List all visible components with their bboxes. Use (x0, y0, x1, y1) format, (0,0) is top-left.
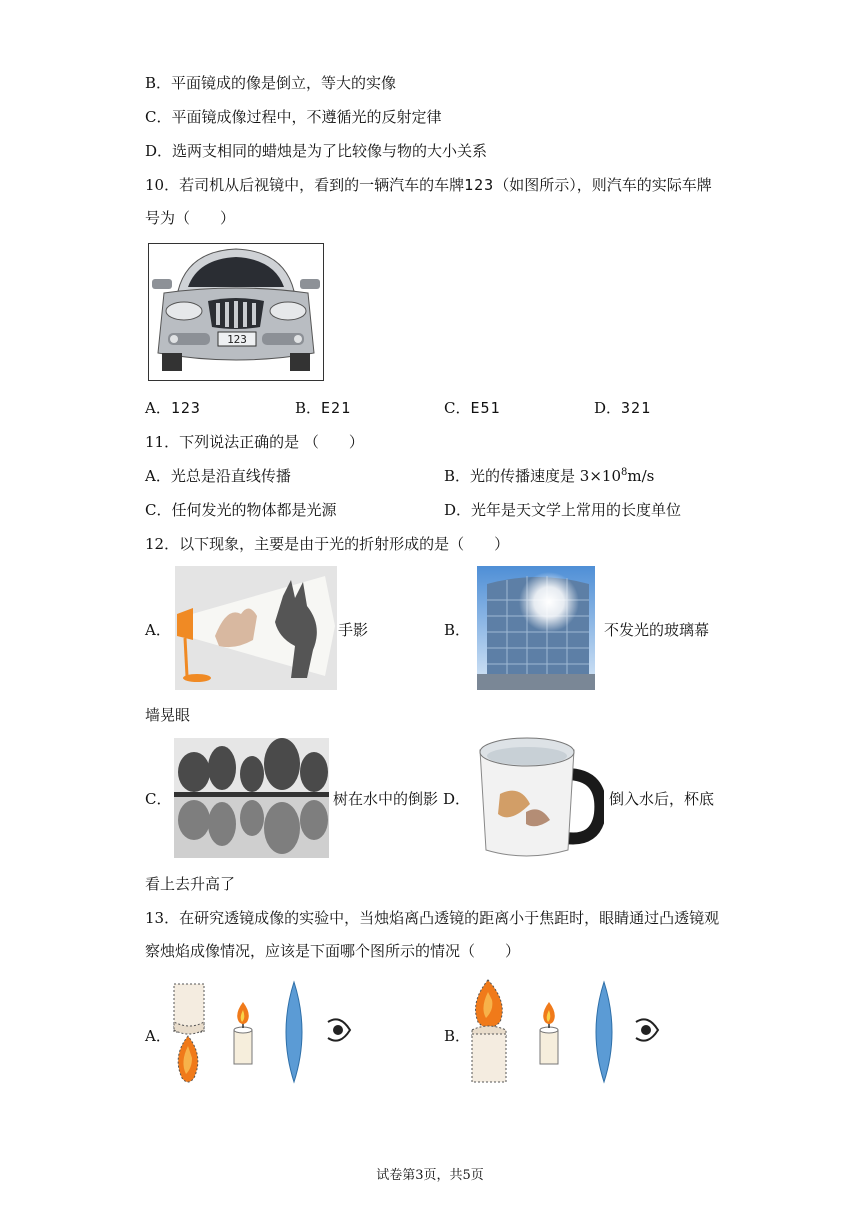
q12-option-a-label: A． (145, 621, 171, 639)
q10-option-d-label: D． (594, 399, 622, 417)
q12-option-d-text: 倒入水后，杯底 (609, 790, 715, 808)
q10-option-a (145, 398, 201, 418)
q11-stem: 11．下列说法正确的是 （ ） (145, 433, 364, 451)
q10-stem-post: （如图所示），则汽车的实际车牌 (494, 176, 712, 194)
q11-option-b-post: m/s (627, 467, 655, 485)
q10-plate-text: 123 (464, 176, 495, 194)
lens-diagram-a (160, 978, 360, 1088)
q10-option-c (444, 398, 501, 418)
q10-option-d-value: 321 (621, 399, 652, 417)
q13-option-a-label: A． (145, 1027, 171, 1045)
q11-option-b-exp: 8 (621, 467, 628, 478)
q11-option-b (444, 466, 654, 486)
q11-option-b-pre: B．光的传播速度是 3×10 (444, 467, 621, 485)
mug-water-image (470, 734, 604, 864)
lens-diagram-b (460, 978, 660, 1088)
car-front-image (148, 243, 324, 381)
q12-option-a-text: 手影 (338, 621, 369, 639)
q12-option-c-text: 树在水中的倒影 (333, 790, 439, 808)
q10-option-c-value: E51 (470, 399, 501, 417)
q12-option-b-text: 不发光的玻璃幕 (604, 621, 710, 639)
q12-option-c-label: C． (145, 790, 172, 808)
q11-option-a: A．光总是沿直线传播 (145, 467, 291, 485)
svg-text:123: 123 (227, 333, 247, 346)
page-footer: 试卷第3页，共5页 (376, 1168, 484, 1183)
q11-option-c: C．任何发光的物体都是光源 (145, 501, 337, 519)
q10-option-a-value: 123 (170, 399, 201, 417)
q13-stem-line2: 察烛焰成像情况，应该是下面哪个图所示的情况（ ） (145, 942, 521, 960)
q12-stem: 12．以下现象，主要是由于光的折射形成的是（ ） (145, 535, 510, 553)
q10-option-d (594, 398, 651, 418)
q12-option-b-continuation: 墙晃眼 (145, 706, 191, 724)
q11-option-d: D．光年是天文学上常用的长度单位 (444, 501, 682, 519)
q9-option-c: C．平面镜成像过程中，不遵循光的反射定律 (145, 108, 442, 126)
q9-option-d: D．选两支相同的蜡烛是为了比较像与物的大小关系 (145, 142, 488, 160)
tree-reflection-image (174, 738, 329, 858)
q13-option-b-label: B． (444, 1027, 471, 1045)
glass-curtain-wall-image (477, 566, 595, 690)
q12-option-d-label: D． (443, 790, 471, 808)
q10-option-c-label: C． (444, 399, 471, 417)
q10-option-b-label: B． (295, 399, 322, 417)
q9-option-b: B．平面镜成的像是倒立，等大的实像 (145, 74, 397, 92)
q12-option-b-label: B． (444, 621, 471, 639)
q10-stem-pre: 10．若司机从后视镜中，看到的一辆汽车的车牌 (145, 176, 465, 194)
q12-option-d-continuation: 看上去升高了 (145, 875, 236, 893)
q10-stem-line2: 号为（ ） (145, 209, 236, 227)
hand-shadow-image (175, 566, 337, 690)
q10-stem-line1 (145, 175, 712, 195)
q10-option-b (295, 398, 351, 418)
q13-stem-line1: 13．在研究透镜成像的实验中，当烛焰离凸透镜的距离小于焦距时，眼睛通过凸透镜观 (145, 909, 720, 927)
q10-option-b-value: E21 (321, 399, 352, 417)
q10-option-a-label: A． (145, 399, 171, 417)
